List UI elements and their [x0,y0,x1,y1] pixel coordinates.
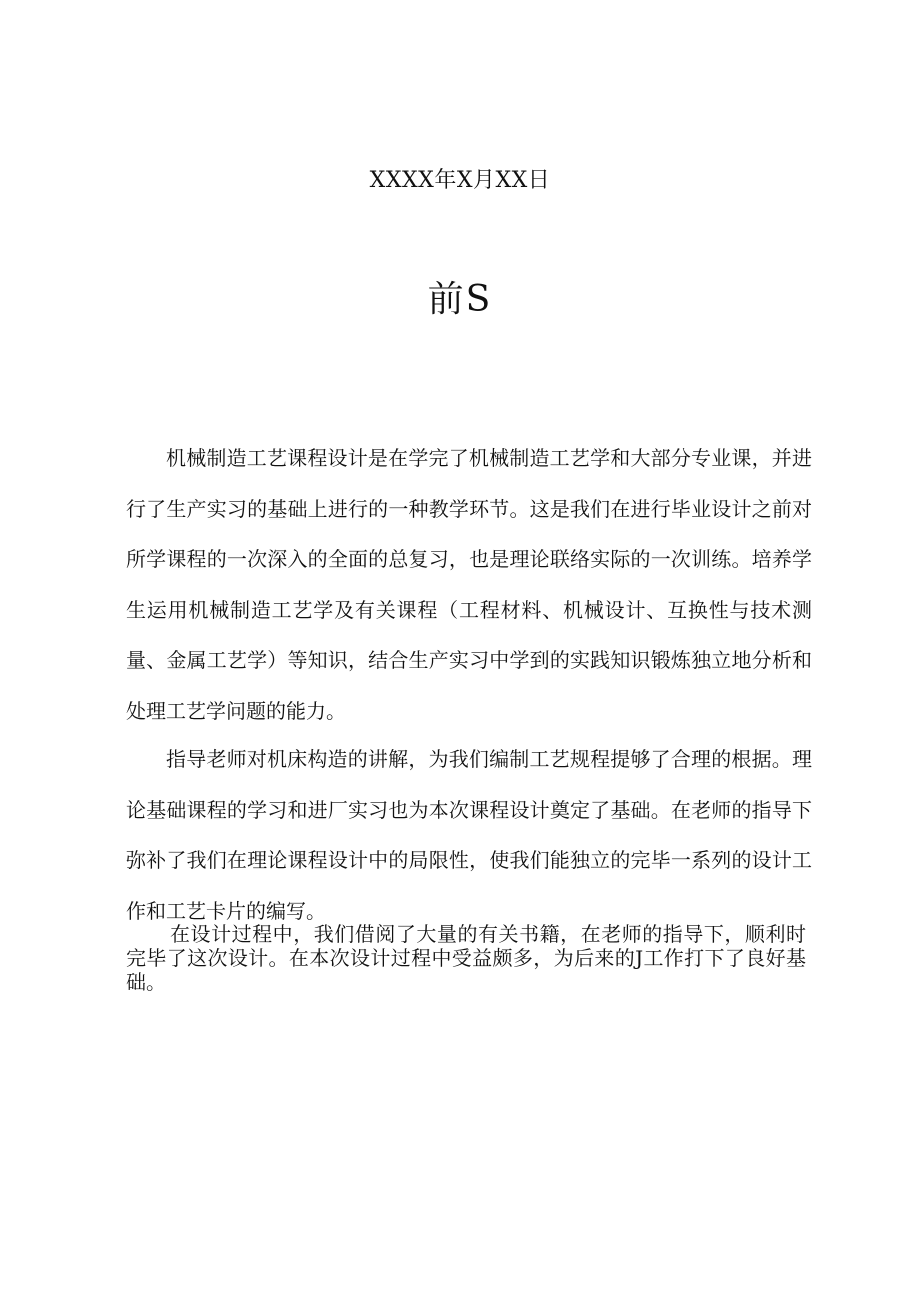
paragraph-guidance: 指导老师对机床构造的讲解，为我们编制工艺规程提够了合理的根据。理论基础课程的学习和进厂实习也为本次课程设计奠定了基础。在老师的指导下弥补了我们在理论课程设计中的局限性，使我们能独立的完毕一系列的设计工作和工艺卡片的编写。 [126,747,812,923]
paragraph-conclusion: 在设计过程中，我们借阅了大量的有关书籍，在老师的指导下，顺利时完毕了这次设计。在本次设计过程中受益颇多，为后来的J工作打下了良好基础。 [126,922,806,994]
page-title: 前S [427,279,493,320]
paragraph-intro: 机械制造工艺课程设计是在学完了机械制造工艺学和大部分专业课，并进行了生产实习的基础上进行的一种教学环节。这是我们在进行毕业设计之前对所学课程的一次深入的全面的总复习，也是理论联络实际的一次训练。培养学生运用机械制造工艺学及有关课程（工程材料、机械设计、互换性与技术测量、金属工艺学）等知识，结合生产实习中学到的实践知识锻炼独立地分析和处理工艺学问题的能力。 [126,446,812,723]
document-date: XXXX年X月XX日 [369,168,551,193]
